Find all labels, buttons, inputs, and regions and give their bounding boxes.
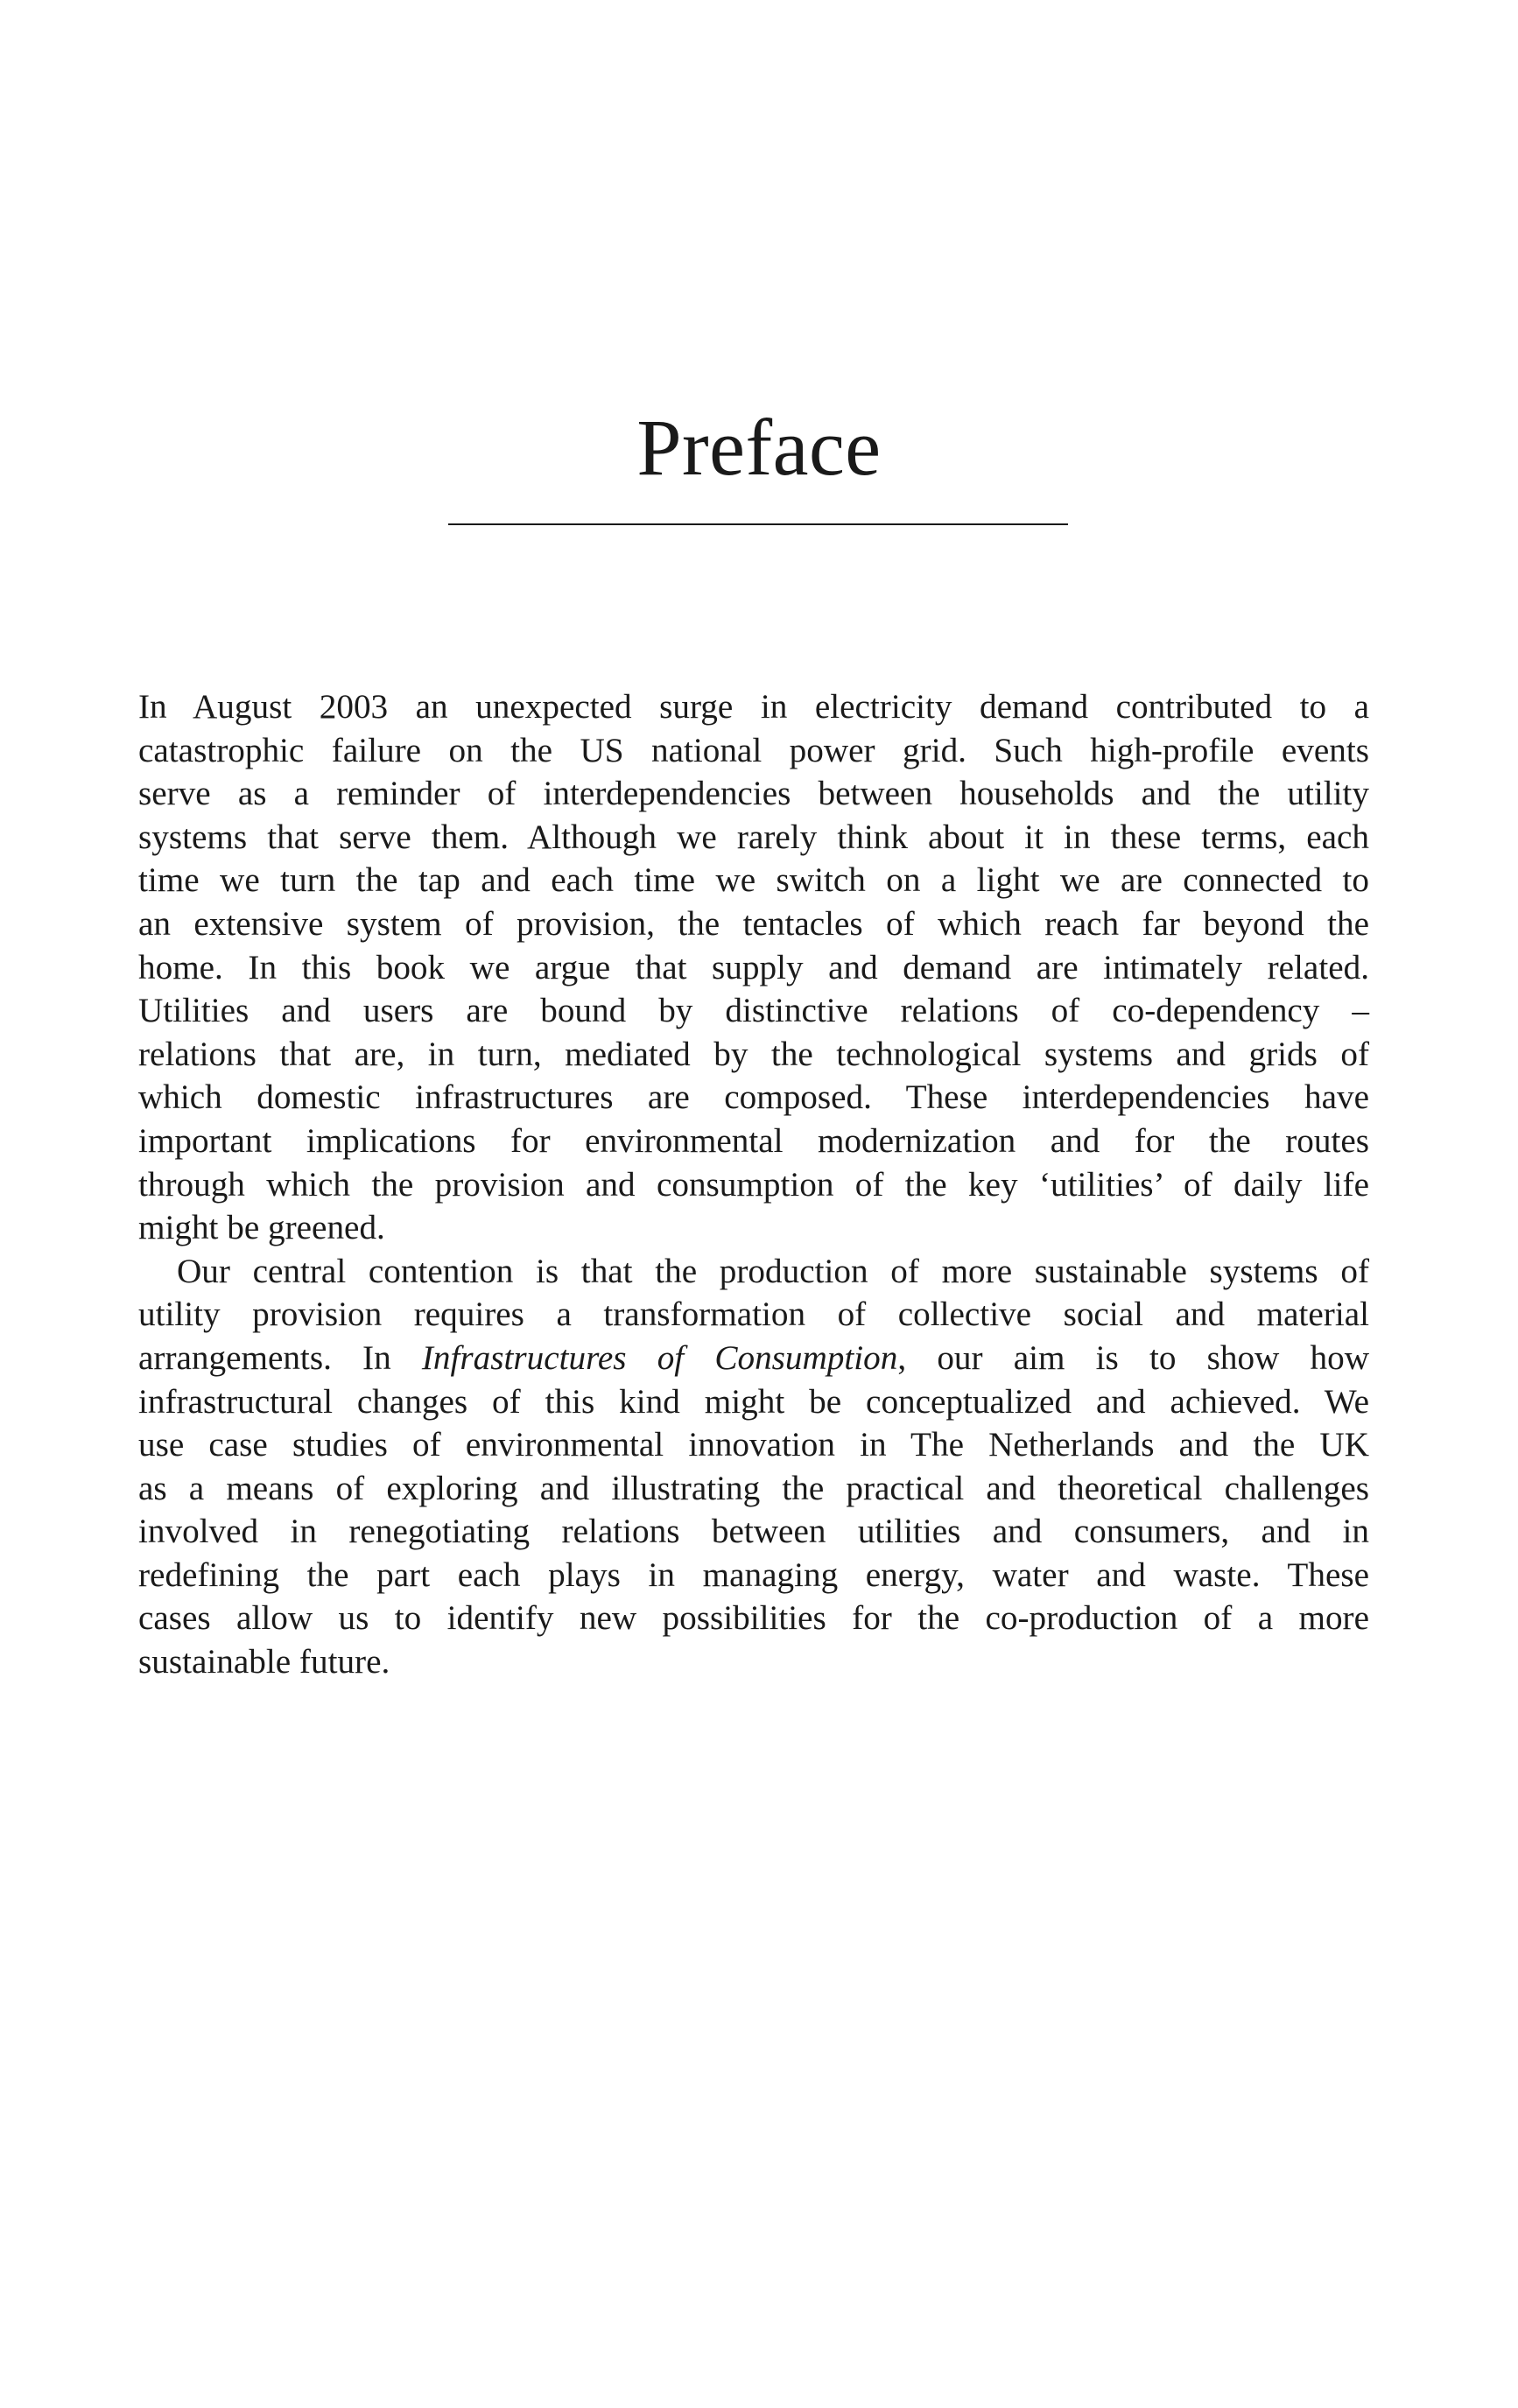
text-segment: , our aim is to show how	[897, 1338, 1370, 1377]
text-line: catastrophic failure on the US national power grid. Such high-profile events	[138, 731, 1369, 769]
book-title-italic: Infrastructures of Consumption	[421, 1338, 898, 1377]
text-line: utility provision requires a transformation of collective social and material	[138, 1295, 1369, 1334]
text-line: sustainable future.	[138, 1643, 390, 1681]
text-line: might be greened.	[138, 1209, 385, 1247]
text-line: infrastructural changes of this kind might be conceptualized and achieved. We	[138, 1382, 1369, 1421]
body-text	[138, 685, 1369, 1684]
text-line: use case studies of environmental innovation in The Netherlands and the UK	[138, 1426, 1369, 1464]
text-line: home. In this book we argue that supply and demand are intimately related.	[138, 948, 1369, 986]
text-line: important implications for environmental modernization and for the routes	[138, 1121, 1369, 1160]
text-segment: arrangements. In	[138, 1338, 422, 1377]
paragraph-1	[138, 685, 1369, 1250]
text-line: Our central contention is that the production of more sustainable systems of	[177, 1252, 1369, 1290]
page-title: Preface	[636, 403, 882, 492]
text-line: as a means of exploring and illustrating the practical and theoretical challenges	[138, 1469, 1369, 1507]
text-line: Utilities and users are bound by distinctive relations of co-dependency –	[138, 992, 1369, 1030]
text-line: through which the provision and consumption of the key ‘utilities’ of daily life	[138, 1165, 1369, 1204]
text-line: which domestic infrastructures are composed. These interdependencies have	[138, 1078, 1369, 1117]
text-line: systems that serve them. Although we rarely think about it in these terms, each	[138, 818, 1369, 856]
text-line: redefining the part each plays in managing energy, water and waste. These	[138, 1555, 1369, 1594]
paragraph-2	[138, 1250, 1369, 1684]
text-line: cases allow us to identify new possibilities for the co-production of a more	[138, 1599, 1369, 1638]
title-rule	[448, 523, 1068, 525]
text-line: involved in renegotiating relations between utilities and consumers, and in	[138, 1513, 1369, 1551]
text-line: relations that are, in turn, mediated by the technological systems and grids of	[138, 1035, 1369, 1073]
text-line: time we turn the tap and each time we switch on a light we are connected to	[138, 861, 1369, 900]
text-line: an extensive system of provision, the tentacles of which reach far beyond the	[138, 904, 1369, 943]
text-line-with-italic	[138, 1337, 1369, 1380]
text-line: serve as a reminder of interdependencies between households and the utility	[138, 775, 1369, 813]
text-line: In August 2003 an unexpected surge in electricity demand contributed to a	[138, 688, 1369, 726]
